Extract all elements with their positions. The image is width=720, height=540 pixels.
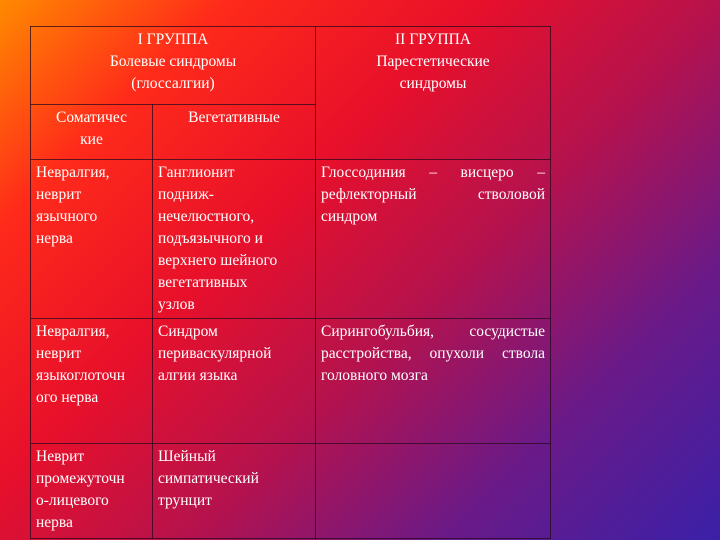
somatic-cell: Невралгия, неврит язычного нерва bbox=[31, 160, 153, 319]
vegetative-cell: Шейный симпатический трунцит bbox=[153, 444, 316, 539]
paresthetic-cell bbox=[316, 444, 551, 539]
vegetative-cell: Синдром периваскулярной алгии языка bbox=[153, 319, 316, 444]
group2-header bbox=[316, 27, 551, 160]
group1-title: I ГРУППА bbox=[137, 31, 209, 48]
vegetative-cell: Ганглионит подниж- нечелюстного, подъязычного и верхнего шейного вегетативных узлов bbox=[153, 160, 316, 319]
syndrome-table bbox=[30, 26, 551, 539]
vegetative-header: Вегетативные bbox=[153, 105, 316, 160]
table-row bbox=[31, 319, 551, 444]
group1-note: (глоссалгии) bbox=[131, 75, 215, 92]
table-row bbox=[31, 444, 551, 539]
somatic-cell: Невралгия, неврит языкоглоточн ого нерва bbox=[31, 319, 153, 444]
paresthetic-cell: Сирингобульбия, сосудистые расстройства, опухоли ствола головного мозга bbox=[316, 319, 551, 444]
group1-subtitle: Болевые синдромы bbox=[109, 53, 237, 70]
group1-header bbox=[31, 27, 316, 105]
somatic-header: Соматичес кие bbox=[31, 105, 153, 160]
header-row bbox=[31, 27, 551, 105]
somatic-cell: Неврит промежуточн о-лицевого нерва bbox=[31, 444, 153, 539]
table-row bbox=[31, 160, 551, 319]
paresthetic-cell: Глоссодиния – висцеро – рефлекторный стволовой синдром bbox=[316, 160, 551, 319]
group2-subtitle: Парестетические синдромы bbox=[376, 53, 490, 92]
group2-title: II ГРУППА bbox=[395, 31, 471, 48]
